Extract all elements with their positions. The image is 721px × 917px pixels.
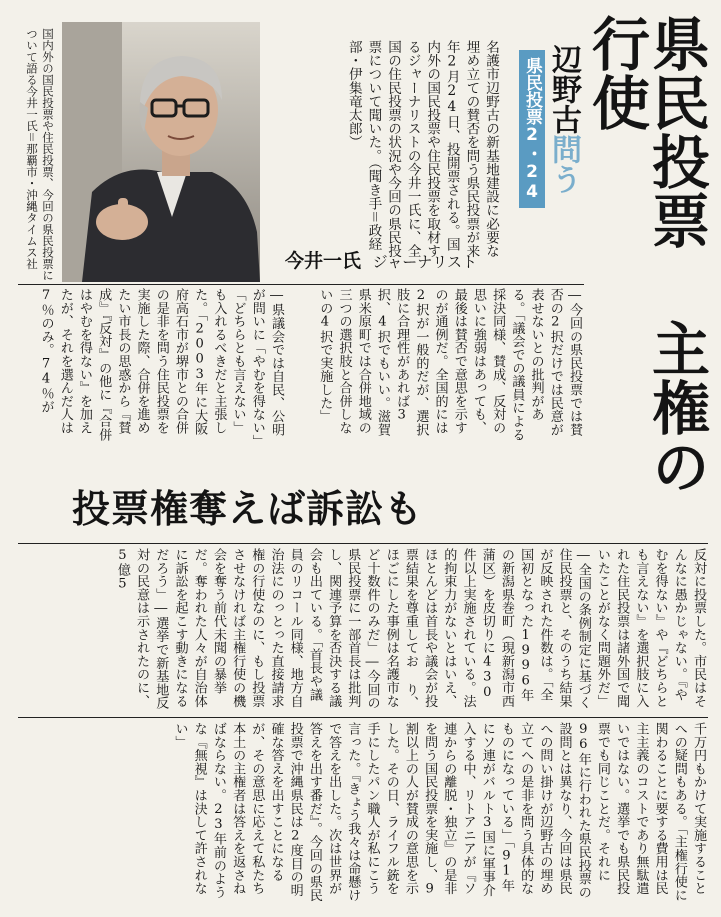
body-column-c: 反対に投票した。市民はそんなに愚かじゃない。『やむを得ない』や『どちらとも言えない』を選択肢に入れた住民投票は諸外国で聞いたことがなく問題外だ」―全国の条例制定に基づく住民投票と、そのうち結果が反映された件数は。「全国初となった1996年の新潟県巻町（現新潟市西蒲区）を皮切りに430件以上実施されている。法的拘束力がないとはいえ、ほとんどは首長や議会が投票結果を尊重してお り、ほごにした事例は名護市など十数件のみだ」―今回の県民投票に一部首長は批判し、関連予算を否決する議会も出ている。「首長や議員のリコール同様、地方自治法にのっとった直接請求権の行使なのに、もし投票させなければ主権行使の機会を奪う前代未聞の暴挙だ。奪われた人々が自治体に訴訟を起こす動きになるだろう」―選挙で新基地反対の民意は示されたのに、5億5 xyxy=(114,548,706,710)
lead-paragraph: 名護市辺野古の新基地建設に必要な埋め立ての賛否を問う県民投票が来年2月24日、投開票される。国内外の国民投票や住民投票を取材するジャーナリストの今井一氏に、全国の住民投票の状況や今回の県民投票について聞いた。（聞き手＝政経部・伊集竜太郎） xyxy=(345,40,499,258)
body-column-a: ―今回の県民投票では賛否の2択だけでは民意が表せないとの批判がある。「議会での議員による採決同様、賛成、反対の思いに強弱はあっても、最後は賛否で意思を示すのが通例だ。全国的には2択が一般的だが、選択肢に合理性があれば3択、4択でもいい。滋賀県米原町では合併地域の三つの選択肢と合併しないの4択で実施した」 xyxy=(317,288,582,442)
portrait-photo xyxy=(62,22,260,282)
body-column-d: 千万円もかけて実施することへの疑問もある。「主権行使に関わることに要する費用は民主主義のコストであり無駄遣いではない。選挙でも県民投票でも同じことだ。それに96年に行われた県民投票の設問とは異なり、今回は県民への問い掛けが辺野古の埋め立てへの是非を問う具体的なものになっている」「91年にソ連がバルト3国に軍事介入する中、リトアニアが『ソ連からの離脱・独立』の是非を問う国民投票を実施し、9割以上の人が賛成の意思を示した。その日、ライフル銃を手にしたパン職人が私にこう言った。『きょう我々は命懸けで答えを出した。次は世界が答えを出す番だ』。今回の県民投票で沖縄県民は2度目の明確な答えを出すことになるが、その意思に応えて私たち本土の主権者は答えを返さねばならない。23年前のような『無視』は決して許されない」 xyxy=(172,722,706,902)
series-kicker-accent: 問う xyxy=(546,134,581,194)
series-kicker-main: 辺野古 xyxy=(546,44,581,134)
series-tag: 県民投票2・24 xyxy=(519,50,545,208)
divider-top xyxy=(18,284,584,285)
byline-name: 今井一氏 xyxy=(285,250,362,272)
divider-lower xyxy=(18,717,708,718)
divider-middle xyxy=(18,543,708,544)
body-column-b: ―県議会では自民、公明が問いに「やむを得ない」「どちらとも言えない」も入れるべきだと主張した。「2003年に大阪府高石市が堺市との合併の是非を問う住民投票を実施した際、合併を進めたい市長の思惑から『賛成』『反対』の他に『合併はやむを得ない』を加えたが、それを選んだ人は7％のみ。74％が xyxy=(38,288,284,442)
subhead: 投票権奪えば訴訟も xyxy=(72,487,424,531)
photo-caption: 国内外の国民投票や住民投票、今回の県民投票について語る今井一氏＝那覇市・沖縄タイムス社 xyxy=(25,28,55,281)
byline-title: ジャーナリスト xyxy=(372,253,477,271)
series-kicker xyxy=(515,44,579,214)
byline xyxy=(285,246,575,273)
headline: 県民投票 主権の行使 xyxy=(582,14,710,496)
series-kicker-text xyxy=(547,44,579,194)
